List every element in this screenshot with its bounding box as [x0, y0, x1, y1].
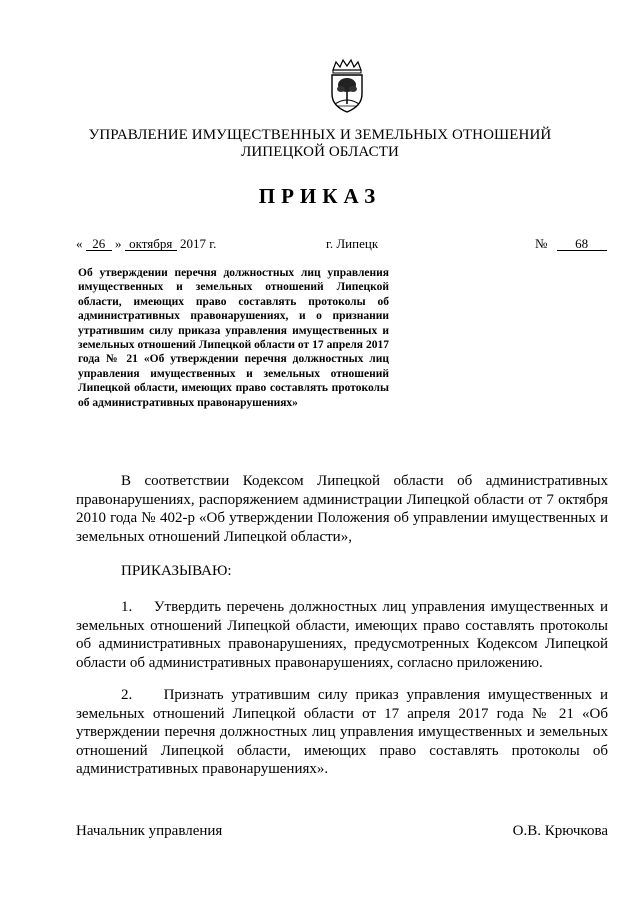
order-item-1: 1. Утвердить перечень должностных лиц управления имущественных и земельных отношений Липецкой области, имеющих право составлять протоколы об административных правонарушениях, предусмотренных Кодексом Липецкой области об административных правонарушениях, согласно приложению. — [76, 599, 612, 671]
order-subject: Об утверждении перечня должностных лиц управления имущественных и земельных отношений Липецкой области, имеющих право составлять протоколы об административных правонарушениях, и о признании утратившим силу приказа управления имущественных и земельных отношений Липецкой области от 17 апреля 2017 года № 21 «Об утверждении перечня должностных лиц управления имущественных и земельных отношений Липецкой области, имеющих право составлять протоколы об административных правонарушениях» — [78, 267, 389, 409]
organization-name-line1: УПРАВЛЕНИЕ ИМУЩЕСТВЕННЫХ И ЗЕМЕЛЬНЫХ ОТНОШЕНИЙ — [88, 127, 552, 143]
signatory-position: Начальник управления — [76, 823, 223, 839]
signatory-name: О.В. Крючкова — [512, 823, 608, 839]
organization-name-line2: ЛИПЕЦКОЙ ОБЛАСТИ — [241, 144, 399, 160]
number-sign: № — [535, 236, 548, 251]
order-number — [535, 236, 607, 252]
quote-open: « — [76, 236, 83, 251]
preamble-paragraph: В соответствии Кодексом Липецкой области об административных правонарушениях, распоряжением администрации Липецкой области от 7 октября 2010 года № 402-р «Об утверждении Положения об управлении имущественных и земельных отношений Липецкой области», — [76, 473, 608, 545]
document-title: ПРИКАЗ — [258, 184, 382, 208]
lipetsk-coat-of-arms-icon — [327, 58, 367, 114]
order-year: 2017 г. — [180, 236, 217, 251]
order-date — [76, 236, 216, 252]
order-item-2: 2. Признать утратившим силу приказ управления имущественных и земельных отношений Липецкой области от 17 апреля 2017 года № 21 «Об утверждении перечня должностных лиц управления имущественных и земельных отношений Липецкой области, имеющих право составлять протоколы об административных правонарушениях». — [76, 687, 612, 777]
order-city: г. Липецк — [326, 236, 379, 251]
order-word: ПРИКАЗЫВАЮ: — [121, 563, 232, 579]
quote-close: » — [115, 236, 122, 251]
order-month: октября — [125, 237, 177, 251]
order-day: 26 — [86, 237, 112, 251]
order-number-value: 68 — [557, 237, 607, 251]
